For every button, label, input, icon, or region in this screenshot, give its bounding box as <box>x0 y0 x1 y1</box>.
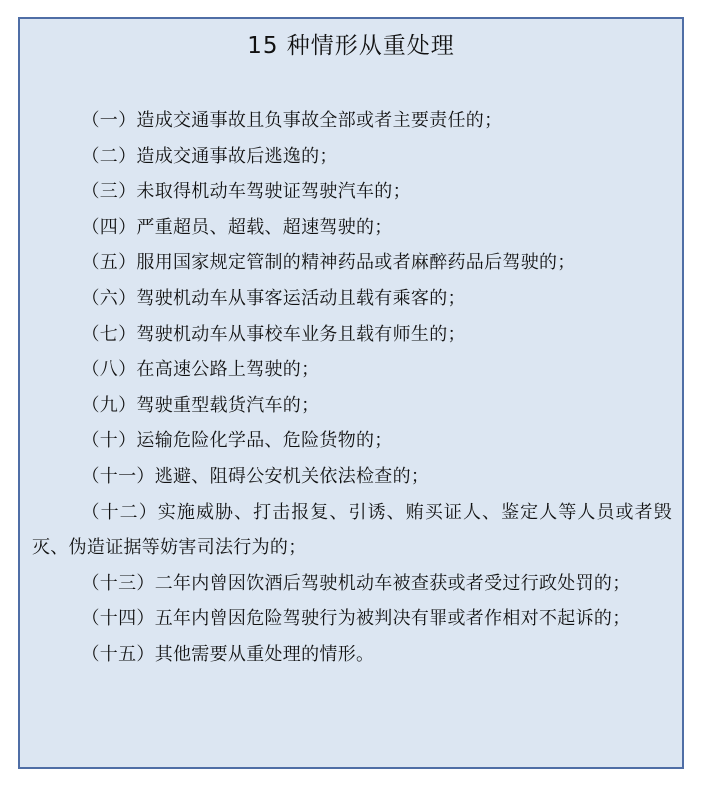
list-item-9: （九）驾驶重型载货汽车的； <box>81 394 320 416</box>
list-item-11: （十一）逃避、阻碍公安机关依法检查的； <box>81 465 430 487</box>
panel-title: 15 种情形从重处理 <box>247 33 455 59</box>
list-item-14: （十四）五年内曾因危险驾驶行为被判决有罪或者作相对不起诉的； <box>81 608 631 630</box>
list-item-8: （八）在高速公路上驾驶的； <box>81 359 320 381</box>
list-item-1: （一）造成交通事故且负事故全部或者主要责任的； <box>81 110 503 131</box>
list-item-2: （二）造成交通事故后逃逸的； <box>81 145 338 167</box>
list-item-3: （三）未取得机动车驾驶证驾驶汽车的； <box>81 181 411 203</box>
list-item-6: （六）驾驶机动车从事客运活动且载有乘客的； <box>81 287 466 309</box>
list-item-5: （五）服用国家规定管制的精神药品或者麻醉药品后驾驶的； <box>81 252 576 274</box>
info-panel <box>18 17 684 769</box>
list-item-13: （十三）二年内曾因饮酒后驾驶机动车被查获或者受过行政处罚的； <box>81 572 631 594</box>
list-item-15: （十五）其他需要从重处理的情形。 <box>81 643 375 665</box>
item-list <box>32 103 672 673</box>
list-item-4: （四）严重超员、超载、超速驾驶的； <box>81 216 393 238</box>
list-item-7: （七）驾驶机动车从事校车业务且载有师生的； <box>81 323 466 345</box>
list-item-10: （十）运输危险化学品、危险货物的； <box>81 430 393 452</box>
list-item-12: （十二）实施威胁、打击报复、引诱、贿买证人、鉴定人等人员或者毁灭、伪造证据等妨害司法行为的； <box>32 501 672 559</box>
